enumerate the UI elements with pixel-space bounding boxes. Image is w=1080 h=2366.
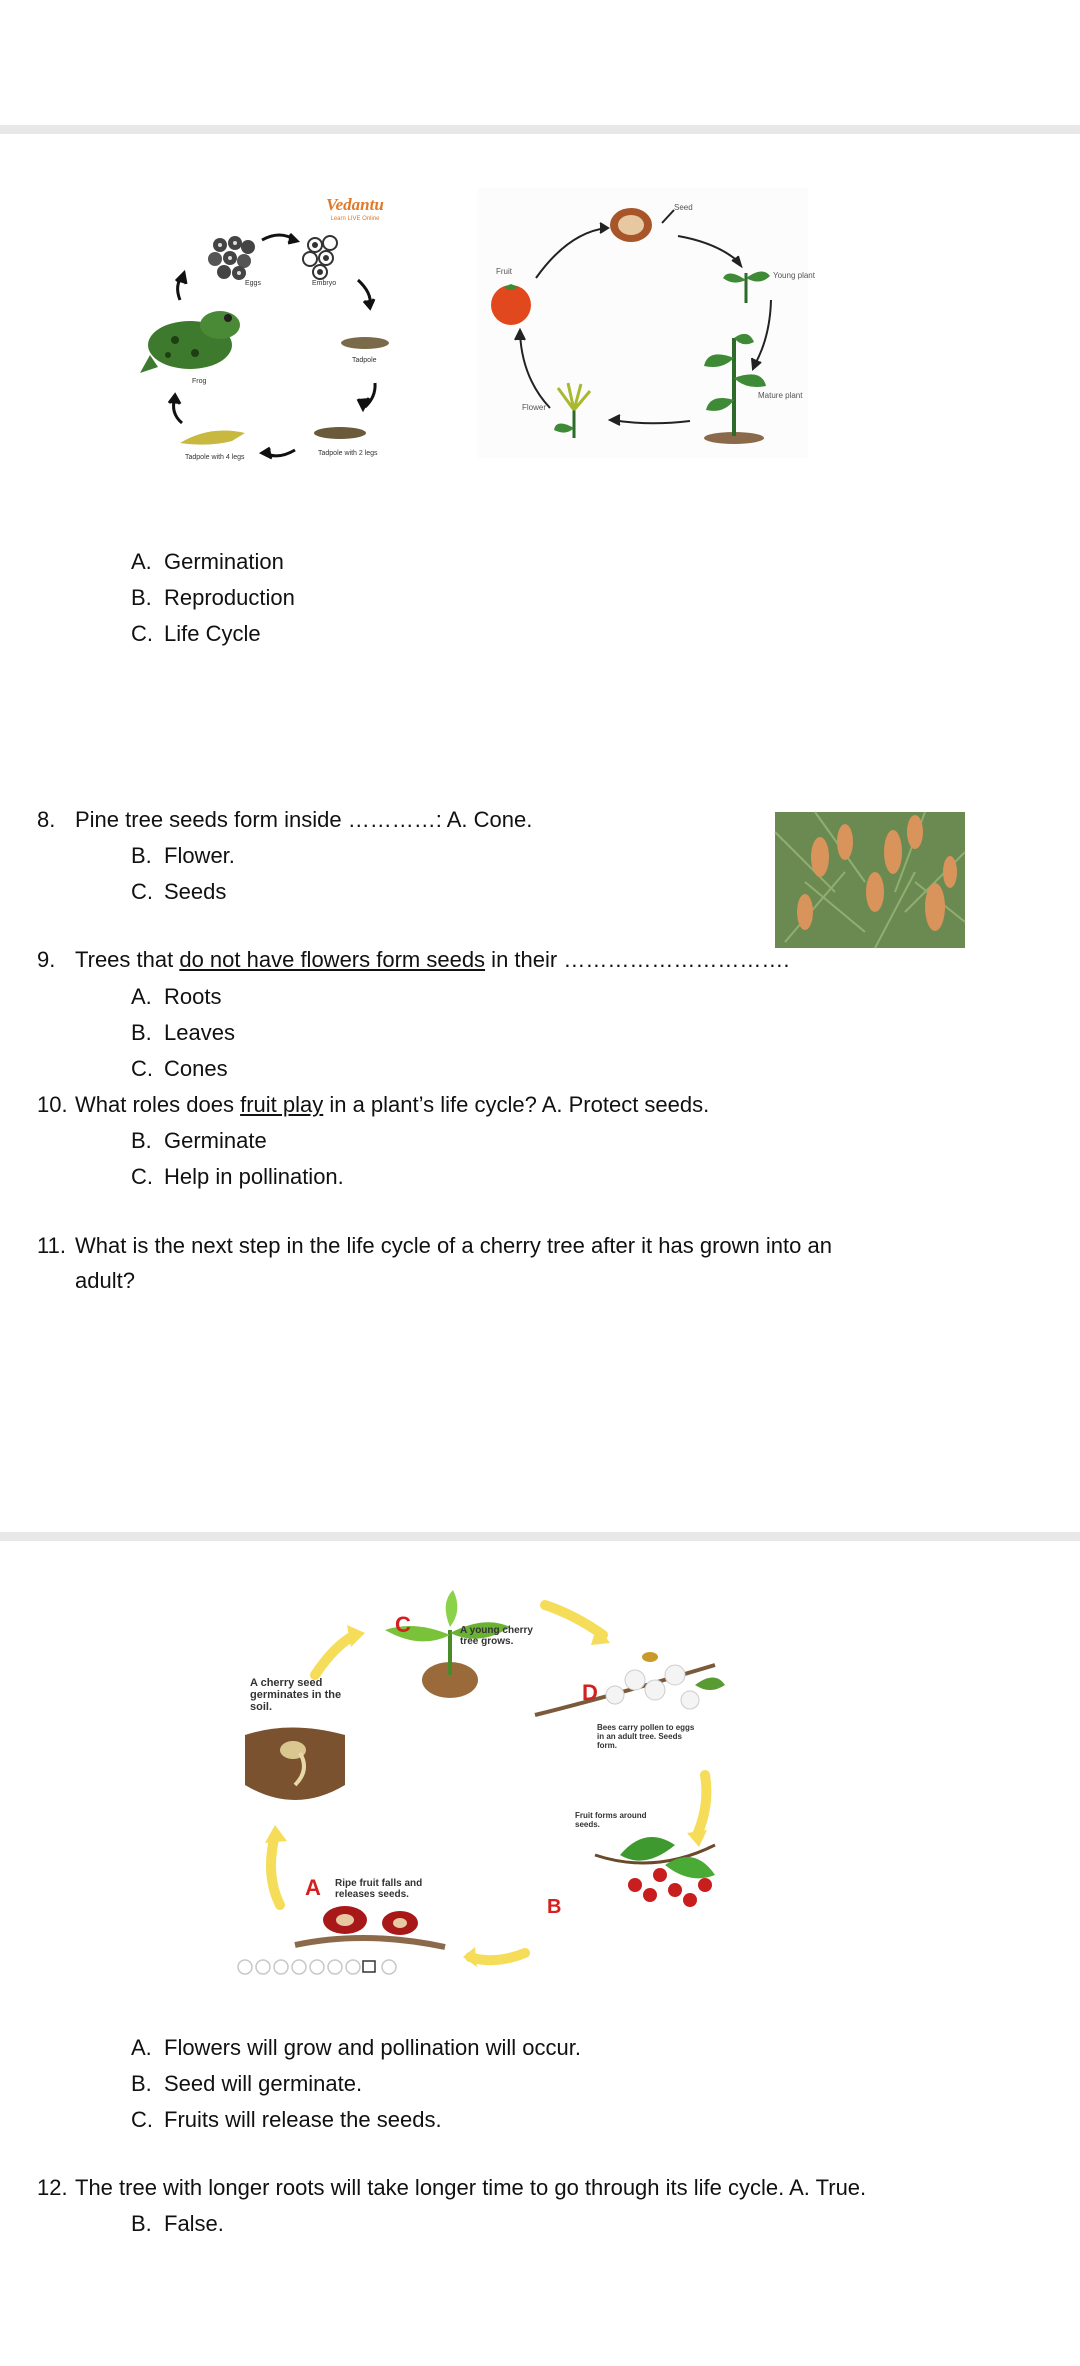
germinating-seed-icon	[245, 1728, 345, 1801]
seed-icon	[610, 208, 652, 242]
svg-text:Mature plant: Mature plant	[758, 391, 803, 400]
question-8: 8. Pine tree seeds form inside …………: A. Cone.	[37, 807, 533, 832]
tadpole-four-legs-icon	[180, 431, 245, 445]
page-separator	[0, 1532, 1080, 1541]
svg-text:Eggs: Eggs	[245, 280, 261, 287]
q7-option-c: C. Life Cycle	[131, 621, 261, 646]
letter-b: B	[547, 1896, 562, 1918]
svg-text:Flower: Flower	[522, 403, 547, 412]
cherry-tree-life-cycle-image: C A young cherry tree grows. A cherry seed germinates in the soil. D Bees carry pollen to eggs in an adult tree. Seeds form. Fruit forms around seeds. B A Ripe fruit falls and releases seeds.	[235, 1575, 735, 1985]
pine-cones-photo	[775, 812, 965, 948]
frog-life-cycle-image	[140, 185, 430, 470]
svg-text:Young plant: Young plant	[773, 271, 815, 280]
svg-text:Tadpole: Tadpole	[352, 357, 377, 364]
q9-option-b: B. Leaves	[131, 1020, 235, 1045]
svg-text:Tadpole with 2 legs: Tadpole with 2 legs	[318, 450, 378, 457]
letter-c: C	[395, 1612, 411, 1637]
svg-text:Frog: Frog	[192, 378, 207, 385]
q11-option-b: B. Seed will germinate.	[131, 2071, 363, 2096]
q11-option-c: C. Fruits will release the seeds.	[131, 2107, 442, 2132]
svg-text:Fruit: Fruit	[496, 267, 512, 276]
q11-option-a: A. Flowers will grow and pollination will occur.	[131, 2035, 581, 2060]
question-11: 11. What is the next step in the life cycle of a cherry tree after it has grown into an	[37, 1233, 832, 1258]
q12-option-b: B. False.	[131, 2211, 224, 2236]
page-separator	[0, 125, 1080, 134]
q7-option-a: A. Germination	[131, 549, 284, 574]
tadpole-two-legs-icon	[314, 427, 366, 439]
question-11-continuation: adult?	[75, 1268, 135, 1293]
question-9: 9. Trees that do not have flowers form seeds in their ………………………….	[37, 947, 790, 972]
svg-text:Tadpole with 4 legs: Tadpole with 4 legs	[185, 454, 245, 461]
svg-text:Seed: Seed	[674, 203, 693, 212]
eggs-icon	[208, 236, 255, 280]
frog-icon	[140, 311, 240, 373]
letter-d: D	[582, 1680, 598, 1705]
q7-option-b: B. Reproduction	[131, 585, 295, 610]
tadpole-icon	[341, 337, 389, 349]
svg-text:Learn LIVE Online: Learn LIVE Online	[330, 216, 380, 222]
brand-logo: Vedantu	[326, 195, 384, 214]
question-12: 12. The tree with longer roots will take longer time to go through its life cycle. A. True.	[37, 2175, 867, 2200]
q9-option-c: C. Cones	[131, 1056, 228, 1081]
svg-text:Embryo: Embryo	[312, 280, 337, 287]
letter-a: A	[305, 1875, 321, 1900]
q8-option-b: B. Flower.	[131, 843, 235, 868]
plant-life-cycle-image	[478, 188, 815, 458]
embryo-icon	[303, 236, 337, 279]
q8-option-c: C. Seeds	[131, 879, 227, 904]
question-10: 10. What roles does fruit play in a plant’s life cycle? A. Protect seeds.	[37, 1092, 710, 1117]
q10-option-c: C. Help in pollination.	[131, 1164, 344, 1189]
q10-option-b: B. Germinate	[131, 1128, 267, 1153]
q9-option-a: A. Roots	[131, 984, 222, 1009]
